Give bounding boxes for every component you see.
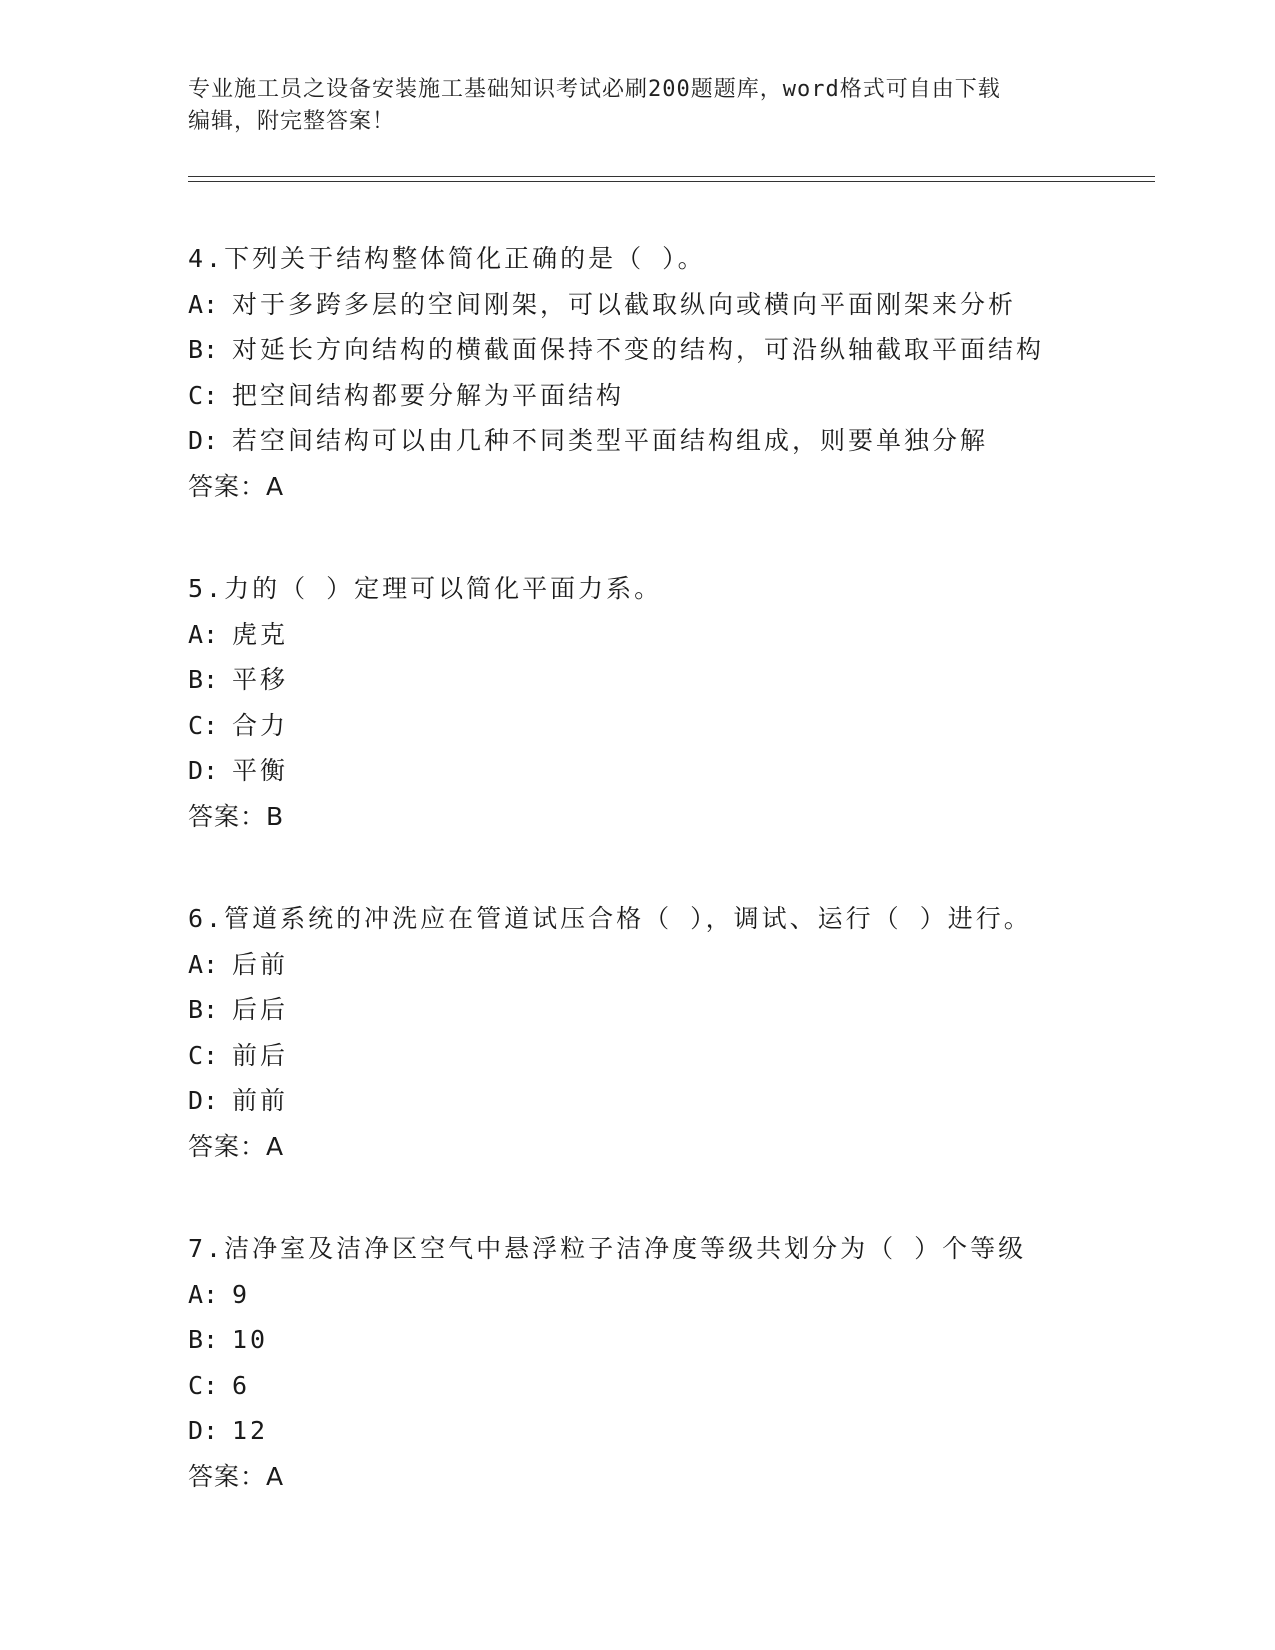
option-text: 对于多跨多层的空间刚架，可以截取纵向或横向平面刚架来分析 [232,289,1017,319]
header-divider-top [188,176,1155,177]
option-b [188,657,1188,703]
answer-line: 答案：A [188,1131,285,1161]
question-7 [188,1226,1188,1499]
option-letter: B: [188,1325,219,1354]
option-text: 前前 [232,1086,289,1115]
option-letter: A: [188,619,219,649]
option-d [188,748,1188,794]
option-letter: C: [188,1370,219,1400]
option-text: 平移 [232,665,289,694]
question-stem: 5.力的（ ）定理可以简化平面力系。 [188,574,663,603]
answer-line: 答案：A [188,1461,285,1491]
option-d [188,1408,1188,1454]
option-b [188,327,1188,373]
option-letter: B: [188,335,219,364]
option-text: 把空间结构都要分解为平面结构 [232,380,625,410]
answer-line: 答案：A [188,471,285,501]
option-letter: D: [188,1086,219,1115]
option-text: 合力 [232,710,289,740]
question-5 [188,566,1188,839]
answer-line: 答案：B [188,801,285,831]
option-text: 9 [232,1279,251,1309]
option-a [188,1272,1188,1318]
option-d [188,1078,1188,1124]
option-letter: D: [188,1416,219,1445]
option-letter: C: [188,710,219,740]
option-letter: A: [188,289,219,319]
option-letter: B: [188,665,219,694]
option-letter: D: [188,756,219,785]
option-a [188,282,1188,328]
option-text: 10 [232,1325,269,1354]
header-divider-bottom [188,181,1155,182]
option-c [188,1363,1188,1409]
option-a [188,612,1188,658]
option-letter: A: [188,1279,219,1309]
question-list [188,236,1188,1556]
option-letter: D: [188,426,219,455]
option-letter: A: [188,949,219,979]
option-text: 后后 [232,995,289,1024]
option-b [188,1317,1188,1363]
question-stem: 4.下列关于结构整体简化正确的是（ ）。 [188,244,706,273]
option-a [188,942,1188,988]
option-c [188,373,1188,419]
option-letter: B: [188,995,219,1024]
option-text: 若空间结构可以由几种不同类型平面结构组成，则要单独分解 [232,426,989,455]
header-title-line-2: 编辑，附完整答案！ [188,109,396,134]
option-c [188,1033,1188,1079]
header-title-line-1: 专业施工员之设备安装施工基础知识考试必刷200题题库，word格式可自由下载 [188,77,1001,102]
option-letter: C: [188,380,219,410]
question-6 [188,896,1188,1169]
option-text: 前后 [232,1040,289,1070]
option-text: 12 [232,1416,269,1445]
option-c [188,703,1188,749]
option-d [188,418,1188,464]
document-header [188,74,1088,138]
question-4 [188,236,1188,509]
option-text: 后前 [232,949,289,979]
question-stem: 7.洁净室及洁净区空气中悬浮粒子洁净度等级共划分为（ ）个等级 [188,1234,1027,1263]
option-text: 6 [232,1370,251,1400]
question-stem: 6.管道系统的冲洗应在管道试压合格（ ），调试、运行（ ）进行。 [188,904,1032,933]
option-text: 虎克 [232,619,289,649]
option-text: 平衡 [232,756,289,785]
option-text: 对延长方向结构的横截面保持不变的结构，可沿纵轴截取平面结构 [232,335,1045,364]
option-letter: C: [188,1040,219,1070]
option-b [188,987,1188,1033]
